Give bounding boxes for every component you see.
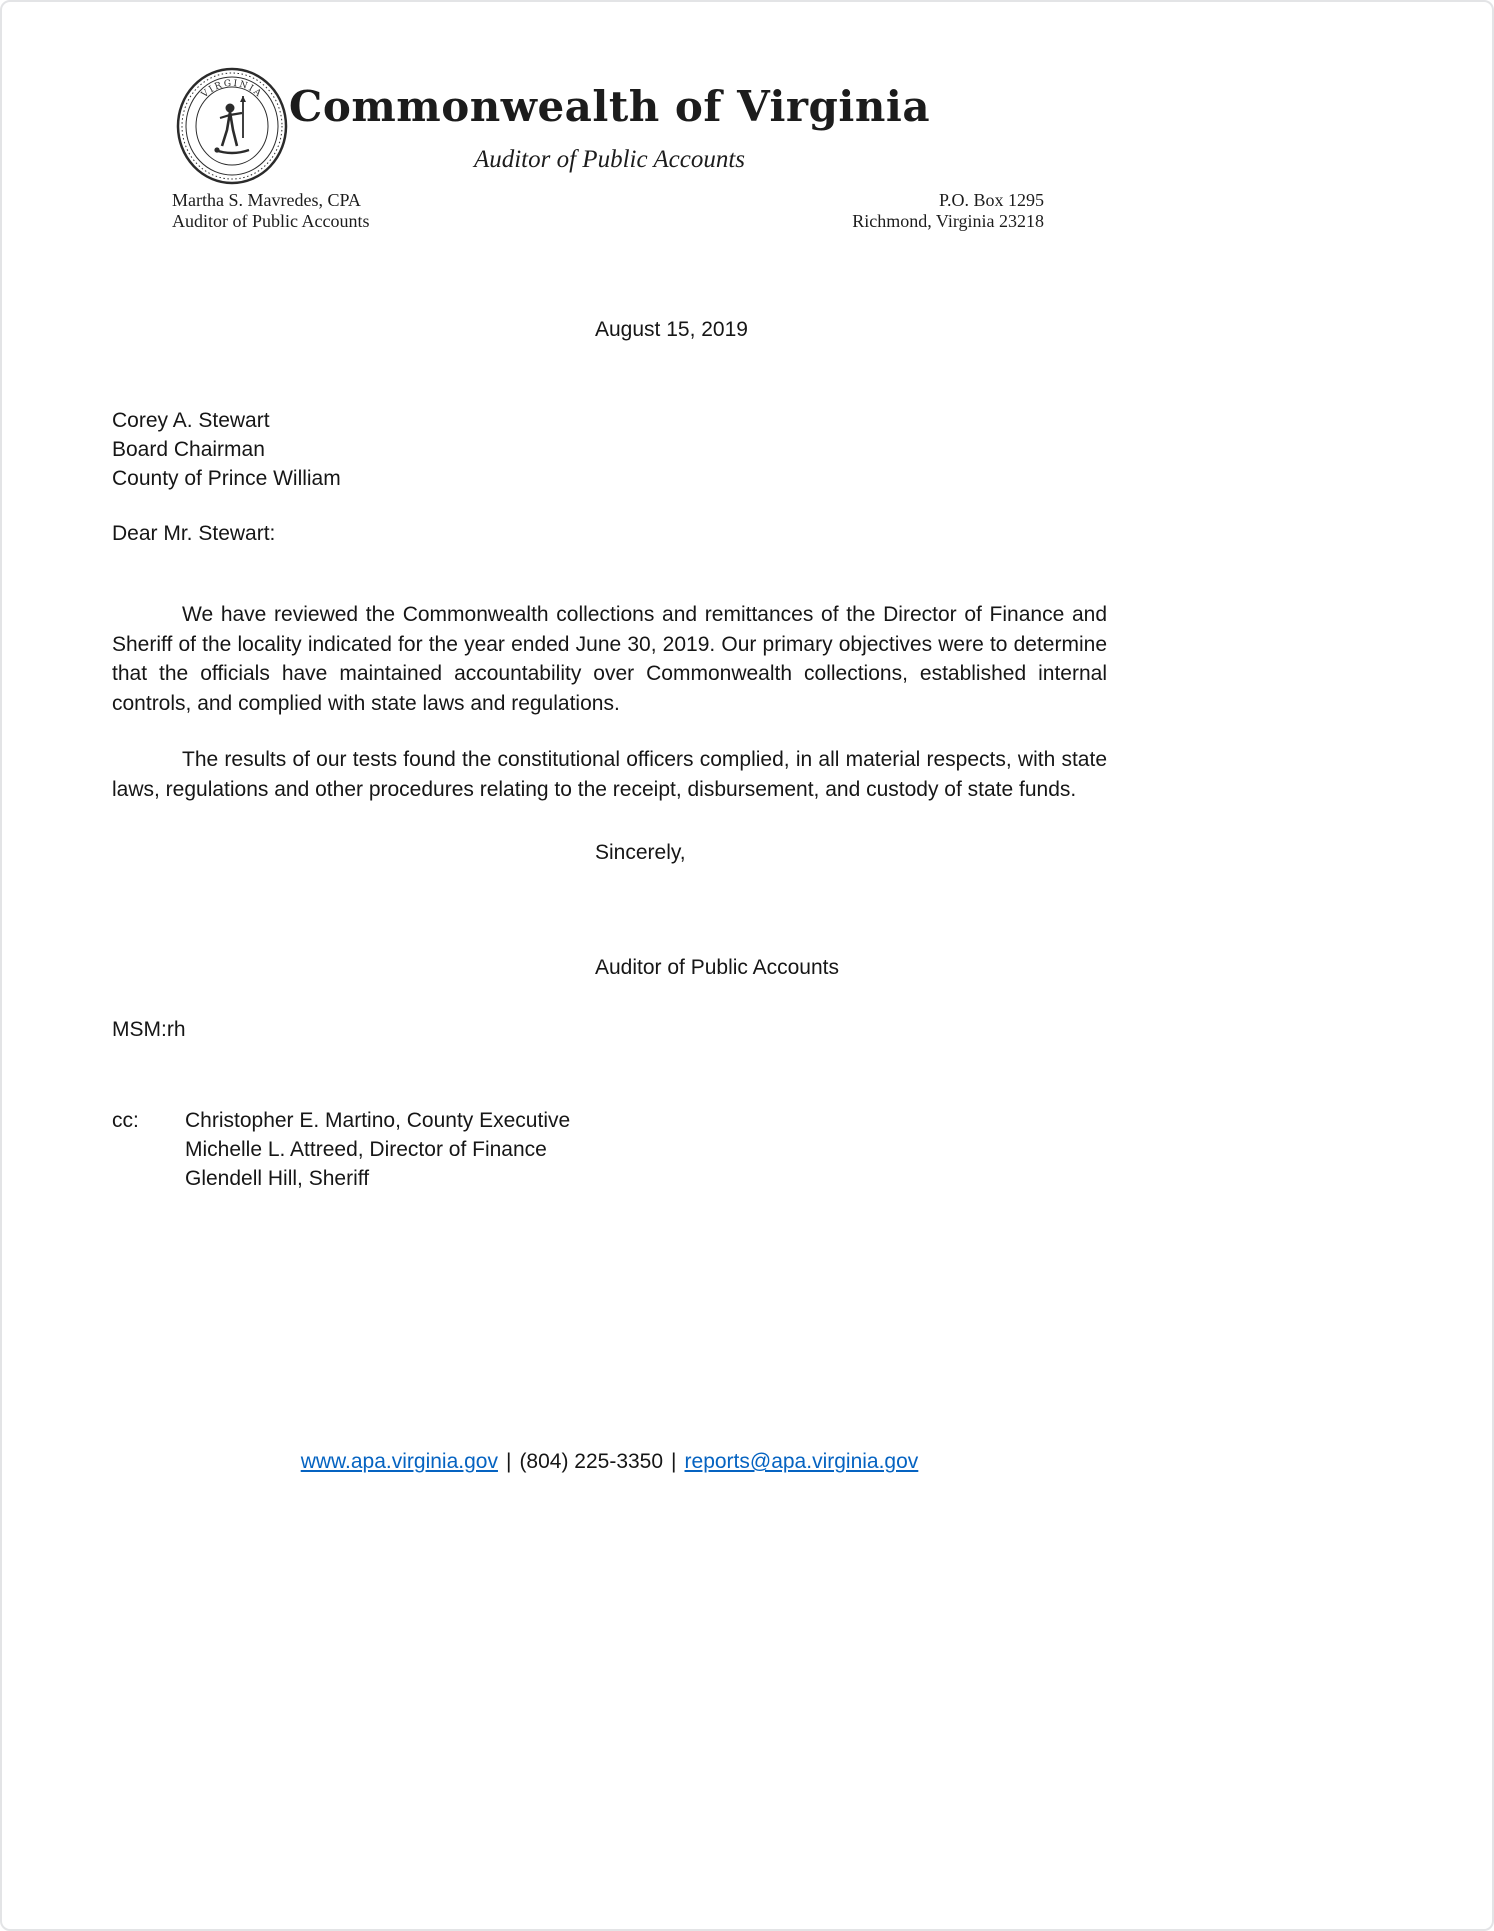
address-line-2: Richmond, Virginia 23218: [852, 211, 1044, 231]
recipient-title: Board Chairman: [112, 438, 265, 461]
salutation: Dear Mr. Stewart:: [112, 522, 276, 545]
footer-separator: |: [671, 1450, 677, 1473]
office-address-block: [112, 190, 1044, 232]
body-paragraph-1: We have reviewed the Commonwealth collections and remittances of the Director of Finance and Sheriff of the locality indicated for the year ended June 30, 2019. Our primary objectives were to determine that the officials have maintained accountability over Commonwealth collections, established internal controls, and complied with state laws and regulations.: [112, 603, 1107, 715]
footer-contact-line: [112, 1450, 1107, 1474]
cc-item: Michelle L. Attreed, Director of Finance: [185, 1138, 547, 1161]
email-link[interactable]: reports@apa.virginia.gov: [684, 1450, 919, 1473]
official-title: Auditor of Public Accounts: [172, 211, 370, 231]
website-link[interactable]: www.apa.virginia.gov: [300, 1450, 498, 1473]
official-name: Martha S. Mavredes, CPA: [172, 190, 361, 210]
phone-number: (804) 225-3350: [519, 1450, 664, 1473]
recipient-locality: County of Prince William: [112, 467, 341, 490]
closing: Sincerely,: [595, 841, 686, 864]
cc-block: [112, 1106, 570, 1193]
signature-title: Auditor of Public Accounts: [595, 956, 839, 979]
recipient-block: [112, 406, 341, 493]
address-line-1: P.O. Box 1295: [938, 190, 1044, 210]
letterhead-title: Commonwealth of Virginia: [288, 82, 931, 131]
body-paragraph-2: The results of our tests found the constitutional officers complied, in all material respects, with state laws, regulations and other procedures relating to the receipt, disbursement, and custody of state funds.: [112, 748, 1107, 801]
recipient-name: Corey A. Stewart: [112, 409, 270, 432]
reference-initials: MSM:rh: [112, 1018, 186, 1041]
cc-list: [185, 1106, 570, 1193]
cc-item: Glendell Hill, Sheriff: [185, 1167, 370, 1190]
footer-separator: |: [505, 1450, 512, 1473]
cc-item: Christopher E. Martino, County Executive: [185, 1109, 571, 1132]
cc-label: cc:: [112, 1109, 139, 1132]
letterhead-subtitle: Auditor of Public Accounts: [473, 146, 746, 173]
svg-text:VIRGINIA: VIRGINIA: [199, 78, 265, 101]
letter-date: August 15, 2019: [595, 318, 748, 341]
